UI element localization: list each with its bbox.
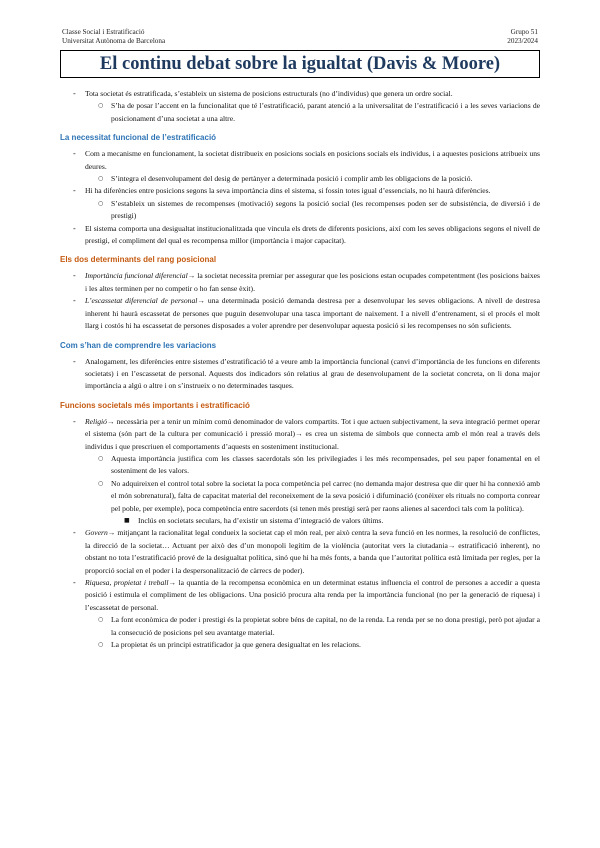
circle-bullet-icon: ○ [98, 175, 104, 183]
title-box [60, 50, 540, 78]
term: Riquesa, propietat i treball [85, 578, 169, 587]
circle-bullet-icon: ○ [98, 479, 104, 487]
circle-bullet-icon: ○ [98, 641, 104, 649]
list-item: - Religió→ necessària per a tenir un mínim comú denominador de valors compartits. Tot i que actuen subjectivament, la seva integració permet operar el sistema (són part de la cultura per comunicació i pressió moral)→ es crea un sistema de símbols que connecta amb el món real a través dels individus i que prescriuen el comportaments d’aquests en sosteniment institucional. [73, 416, 540, 451]
dash-bullet-icon: - [73, 149, 76, 159]
circle-bullet-icon: ○ [98, 102, 104, 110]
circle-bullet-icon: ○ [98, 616, 104, 624]
dash-bullet-icon: - [73, 528, 76, 538]
dash-bullet-icon: - [73, 416, 76, 426]
list-item: ○ S’ha de posar l’accent en la funcionalitat que té l’estratificació, parant atenció a la universalitat de l’estratificació i a les seves variacions de posicionament d’una societat a una altre. [98, 101, 540, 123]
dash-bullet-icon: - [73, 223, 76, 233]
list-item: - Com a mecanisme en funcionament, la societat distribueix en posicions socials en posicions socials els individus, i a aquestes posicions atribueix uns deures. [73, 149, 540, 171]
list-item: ■ Inclús en societats seculars, ha d’existir un sistema d’integració de valors últims. [60, 515, 540, 527]
term: L’escassetat diferencial de personal [85, 296, 198, 306]
circle-bullet-icon: ○ [98, 454, 104, 462]
document-body [60, 88, 540, 651]
dash-bullet-icon: - [73, 356, 76, 366]
section-heading: Funcions societals més importants i estratificació [60, 400, 250, 410]
list-item: ○ S’integra el desenvolupament del desig de pertànyer a determinada posició i complir amb les obligacions de la posició. [60, 173, 540, 185]
dash-bullet-icon: - [73, 186, 76, 196]
course-name: Classe Social i Estratificació [62, 28, 145, 36]
section-heading: Com s’han de comprendre les variacions [60, 340, 217, 350]
list-item: - Importància funcional diferencial→ la societat necessita premiar per assegurar que les posicions estan ocupades competentment (les posicions baixes i les altes terminen per no competir o ho fan sense èxit). [73, 271, 540, 293]
header-left [62, 28, 165, 46]
dash-bullet-icon: - [73, 271, 76, 281]
list-item: - Govern→ mitjançant la racionalitat legal condueix la societat cap el món real, per això centra la seva funció en les normes, la resolució de conflictes, la direcció de la societat… Actuant per això des d’un monopoli legítim de la violència (autoritat vers la ciutadania→ estratificació inherent), no obstant no tota l’estratificació prové de la desigualtat política, sinó que hi ha més fonts, a banda que l’autoritat política està limitada per regles, per la proporció social en el poder i la despersonalització de càrrecs de poder). [73, 528, 540, 575]
group-label: Grupo 51 [510, 28, 538, 36]
list-item: - Riquesa, propietat i treball→ la quantia de la recompensa econòmica en un determinat estatus influencia el control de persones a accedir a questa posició i estimula el compliment de les obligacions. Una posició procura alta renda per la importància funcional (no per la generació de riquesa) i l’escassetat de personal. [73, 578, 540, 612]
list-item: ○ S’estableix un sistemes de recompenses (motivació) segons la posició social (les recompenses poden ser de subsistència, de diversió i de prestigi) [98, 198, 540, 221]
page-title: El continu debat sobre la igualtat (Davis & Moore) [99, 53, 501, 74]
list-item: - L’escassetat diferencial de personal→ una determinada posició demanda destresa per a desenvolupar les seves obligacions. A nivell de destresa inherent hi haurà escassetat de persones que puguin desenvolupar una tasca important de naixement. I a nivell d’entrenament, si el procés el molt llarg i costós hi ha escassetat de persones disposades a voler aprendre per desenvolupar aquesta posició si les recompenses no són suficients. [73, 296, 540, 331]
list-item: - El sistema comporta una desigualtat institucionalitzada que vincula els drets de diferents posicions, així com les seves obligacions segons el nivell de prestigi, el compliment del qual es recompensa millor (importància i major capacitat). [73, 223, 540, 246]
term: Govern [85, 528, 108, 538]
dash-bullet-icon: - [73, 578, 76, 587]
list-item: - Analogament, les diferències entre sistemes d’estratificació té a veure amb la importància funcional (canvi d’importància de les funcions en diferents societats) i en l’escassetat de personal. Aquests dos indicadors són relatius al grau de desenvolupament de la societat concreta, on li dona major importància a algú o altre i on s’instrueix o no determinades tasques. [73, 356, 540, 391]
section-heading: Els dos determinants del rang posicional [60, 255, 217, 265]
list-item: ○ La font econòmica de poder i prestigi és la propietat sobre béns de capital, no de la renda. La renda per se no dona prestigi, però pot ajudar a la consecució de posicions pel seu avantatge material. [98, 615, 540, 637]
list-item: - Hi ha diferències entre posicions segons la seva importància dins el sistema, si fossin totes igual d’essencials, no hi haurà diferències. [60, 185, 540, 197]
list-item: ○ La propietat és un principi estratificador ja que genera desigualtat en les relacions. [60, 639, 540, 651]
dash-bullet-icon: - [73, 296, 76, 306]
circle-bullet-icon: ○ [98, 199, 104, 207]
dash-bullet-icon: - [73, 89, 76, 98]
university-name: Universitat Autònoma de Barcelona [62, 37, 166, 45]
term: Importància funcional diferencial [85, 271, 188, 281]
list-item: - Tota societat és estratificada, s’estableix un sistema de posicions estructurals (no d’individus) que genera un ordre social. [60, 88, 540, 100]
list-item: ○ No adquireixen el control total sobre la societat la poca competència pel carrec (no demanda major destresa que dir quer hi ha connexió amb el món sobrenatural), falta de capacitat material del reconeixement de la seva posició i difuminació (conèixer els rituals no comporta conrear pel poble, per exemple), poca competència entre sacerdots (si tenen més prestigi serà per raons alienes al sacerdoci tals com la política). [98, 478, 540, 513]
term: Religió [85, 416, 107, 426]
section-heading: La necessitat funcional de l’estratificació [60, 133, 217, 143]
list-item: ○ Aquesta importància justifica com les classes sacerdotals són les privilegiades i les més recompensades, pel seu paper fonamental en el sosteniment de les valors. [98, 453, 540, 476]
header-right [507, 28, 538, 46]
square-bullet-icon: ■ [124, 516, 130, 524]
academic-year: 2023/2024 [507, 37, 538, 45]
